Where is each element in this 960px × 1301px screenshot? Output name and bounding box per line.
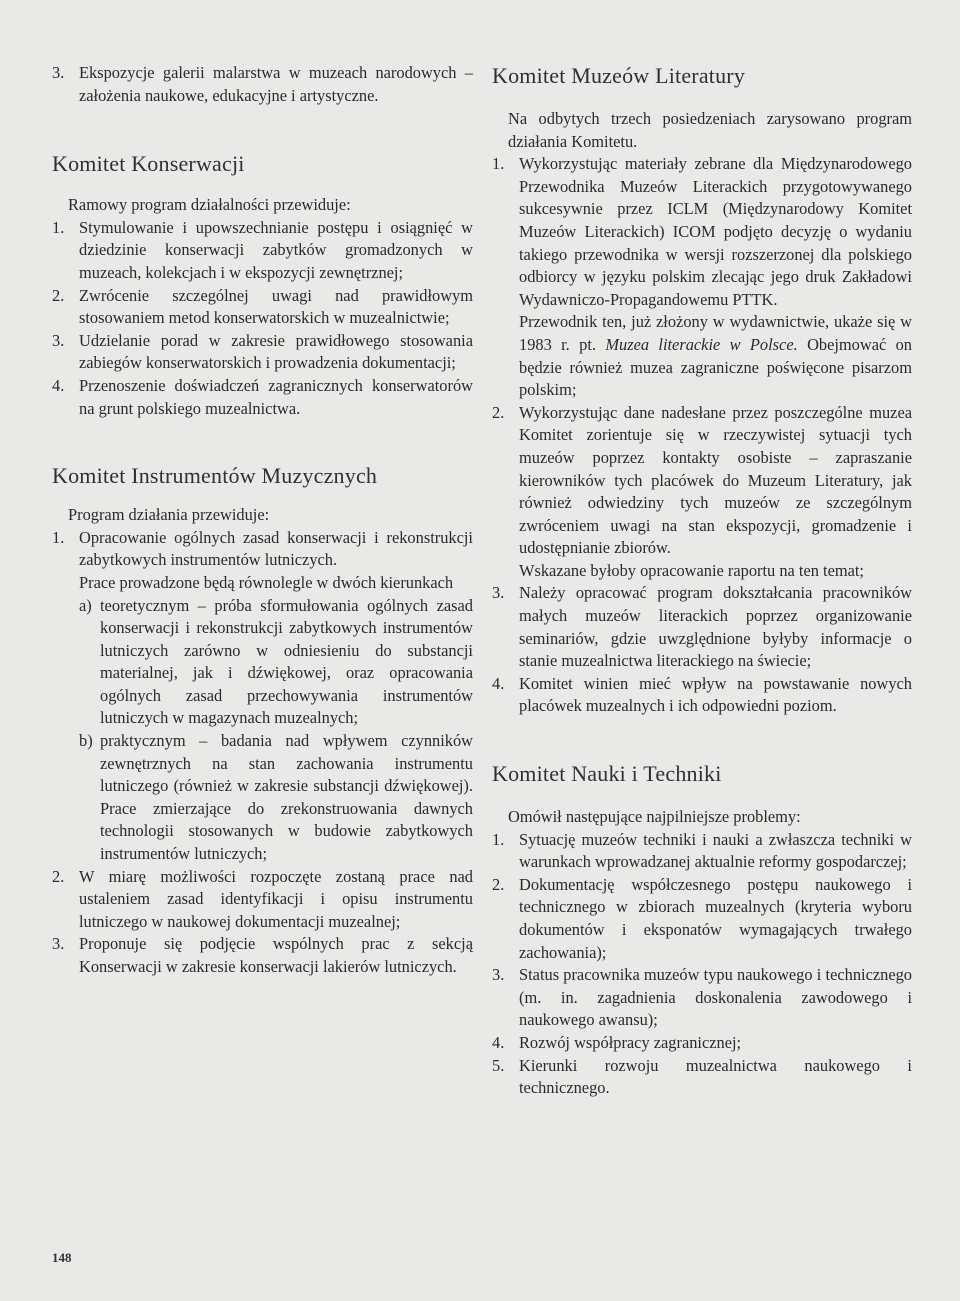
sub-item-text: praktycznym – badania nad wpływem czynników zewnętrznych na stan zachowania instrumentu lutniczego (również w zakresie substancji dźwiękowej). Prace zmierzające do zrekonstruowania dawnych technologii stosowanych w budowie zabytkowych instrumentów lutniczych; <box>100 731 473 864</box>
item-number: 3. <box>52 330 65 350</box>
section-intro: Na odbytych trzech posiedzeniach zarysowano program działania Komitetu. <box>508 109 912 151</box>
right-column <box>492 62 912 1100</box>
section-heading-nauki: Komitet Nauki i Techniki <box>492 761 722 787</box>
sub-list-item <box>79 595 473 731</box>
section-intro: Omówił następujące najpilniejsze problemy: <box>508 807 801 827</box>
paragraph-text: Obejmować on będzie również muzea zagraniczne poświęcone pisarzom polskim; <box>519 334 913 400</box>
list-item <box>52 285 473 330</box>
list-item <box>492 829 912 874</box>
list-item <box>492 673 912 718</box>
list-item <box>492 153 912 402</box>
item-text: Wykorzystując dane nadesłane przez poszczególne muzea Komitet zorientuje się w rzeczywistej sytuacji tych muzeów poprzez kontakty osobiste – zapraszanie kierowników tych placówek do Muzeum Literatury, jak również odwiedziny tych muzeów ze szczególnym zwróceniem uwagi na stan ekspozycji, gromadzenie i udostępnianie zbiorów. <box>519 402 912 558</box>
item-number: 1. <box>492 829 505 849</box>
item-text: Zwrócenie szczególnej uwagi nad prawidłowym stosowaniem metod konserwatorskich w muzealnictwie; <box>79 285 473 328</box>
item-text: W miarę możliwości rozpoczęte zostaną prace nad ustaleniem zasad identyfikacji i opisu instrumentu lutniczego w naukowej dokumentacji muzealnej; <box>79 866 473 931</box>
item-text: Opracowanie ogólnych zasad konserwacji i rekonstrukcji zabytkowych instrumentów lutniczych. <box>79 527 473 570</box>
list-item <box>52 217 473 285</box>
list-item <box>52 62 473 107</box>
list-item <box>52 330 473 375</box>
item-text: Sytuację muzeów techniki i nauki a zwłaszcza techniki w warunkach wprowadzanej aktualnie reformy gospodarczej; <box>519 829 912 872</box>
book-title: Muzea literackie w Polsce. <box>605 334 798 354</box>
list-item <box>52 527 473 866</box>
nauki-list <box>492 829 912 1100</box>
sub-list <box>79 595 473 866</box>
item-number: 2. <box>52 285 65 305</box>
list-item <box>492 402 912 583</box>
item-text: Udzielanie porad w zakresie prawidłowego stosowania zabiegów konserwatorskich i prowadzenia dokumentacji; <box>79 330 473 373</box>
item-text: Ekspozycje galerii malarstwa w muzeach narodowych – założenia naukowe, edukacyjne i artystyczne. <box>79 63 473 105</box>
paragraph-text: Przewodnik ten, już złożony w wydawnictwie, ukaże się w 1983 r. pt. <box>519 312 912 354</box>
list-item <box>492 1055 912 1100</box>
item-number: 4. <box>52 375 65 395</box>
list-item <box>52 933 473 978</box>
item-text: Należy opracować program dokształcania pracowników małych muzeów literackich poprzez organizowanie seminariów, gdzie uwzględnione byłyby informacje o stanie muzealnictwa literackiego na świecie; <box>519 583 912 671</box>
item-paragraph: Prace prowadzone będą równolegle w dwóch kierunkach <box>79 572 454 592</box>
item-number: 2. <box>492 874 505 894</box>
item-text: Dokumentację współczesnego postępu naukowego i technicznego w zbiorach muzealnych (kryteria wyboru dokumentów i eksponatów wymagających trwałego zachowania); <box>519 874 912 962</box>
list-item <box>492 964 912 1032</box>
item-number: 3. <box>492 965 505 985</box>
item-paragraph: Wskazane byłoby opracowanie raportu na ten temat; <box>519 560 864 580</box>
list-item <box>52 866 473 934</box>
section-heading-instrumentow: Komitet Instrumentów Muzycznych <box>52 463 378 489</box>
list-item <box>492 1032 912 1055</box>
item-number: 2. <box>52 866 65 886</box>
item-number: 3. <box>52 63 65 82</box>
page-number: 148 <box>52 1250 72 1265</box>
item-number: 3. <box>492 583 505 603</box>
item-number: 1. <box>52 217 65 237</box>
list-item <box>492 874 912 964</box>
item-number: 5. <box>492 1055 505 1075</box>
item-text: Rozwój współpracy zagranicznej; <box>519 1032 742 1052</box>
sub-item-letter: b) <box>79 731 93 751</box>
sub-list-item <box>79 730 473 866</box>
sub-item-letter: a) <box>79 595 92 615</box>
list-item <box>52 375 473 420</box>
section-intro: Program działania przewiduje: <box>68 505 270 525</box>
item-number: 3. <box>52 934 65 954</box>
item-number: 4. <box>492 673 505 693</box>
section-heading-literatury: Komitet Muzeów Literatury <box>492 63 746 88</box>
item-paragraph <box>519 311 912 401</box>
item-text: Status pracownika muzeów typu naukowego i technicznego (m. in. zagadnienia doskonalenia zawodowego i naukowego awansu); <box>519 965 912 1030</box>
sub-item-text: teoretycznym – próba sformułowania ogólnych zasad konserwacji i rekonstrukcji zabytkowych instrumentów lutniczych zarówno w odniesieniu do substancji materialnej, jak i dźwiękowej, oraz opracowania ogólnych zasad przechowywania instrumentów lutniczych w magazynach muzealnych; <box>100 595 473 728</box>
item-text: Wykorzystując materiały zebrane dla Międzynarodowego Przewodnika Muzeów Literackich przygotowywanego sukcesywnie przez ICLM (Międzynarodowy Komitet Muzeów Literackich) ICOM podjęto decyzję o wydaniu takiego przewodnika w wersji rozszerzonej dla polskiego odbiorcy w języku polskim zlecając jego druk Zakładowi Wydawniczo-Propagandowemu PTTK. <box>519 154 912 309</box>
konserwacji-list <box>52 217 473 420</box>
item-text: Komitet winien mieć wpływ na powstawanie nowych placówek muzealnych i ich odpowiedni poziom. <box>519 673 912 716</box>
instrumentow-list <box>52 527 473 979</box>
item-text: Proponuje się podjęcie wspólnych prac z sekcją Konserwacji w zakresie konserwacji lakierów lutniczych. <box>79 934 473 976</box>
item-number: 1. <box>52 527 65 547</box>
item-number: 1. <box>492 154 505 174</box>
item-number: 4. <box>492 1032 505 1052</box>
section-intro: Ramowy program działalności przewiduje: <box>68 195 351 215</box>
item-text: Przenoszenie doświadczeń zagranicznych konserwatorów na grunt polskiego muzealnictwa. <box>79 375 473 418</box>
section-heading-konserwacji: Komitet Konserwacji <box>52 151 245 177</box>
item-number: 2. <box>492 402 505 422</box>
list-item <box>492 582 912 672</box>
literatury-list <box>492 153 912 718</box>
item-text: Stymulowanie i upowszechnianie postępu i osiągnięć w dziedzinie konserwacji zabytków gromadzonych w muzeach, kolekcjach i w ekspozycji zewnętrznej; <box>79 217 473 282</box>
continued-list <box>52 62 473 107</box>
left-column <box>52 62 473 979</box>
item-text: Kierunki rozwoju muzealnictwa naukowego i technicznego. <box>519 1055 912 1098</box>
